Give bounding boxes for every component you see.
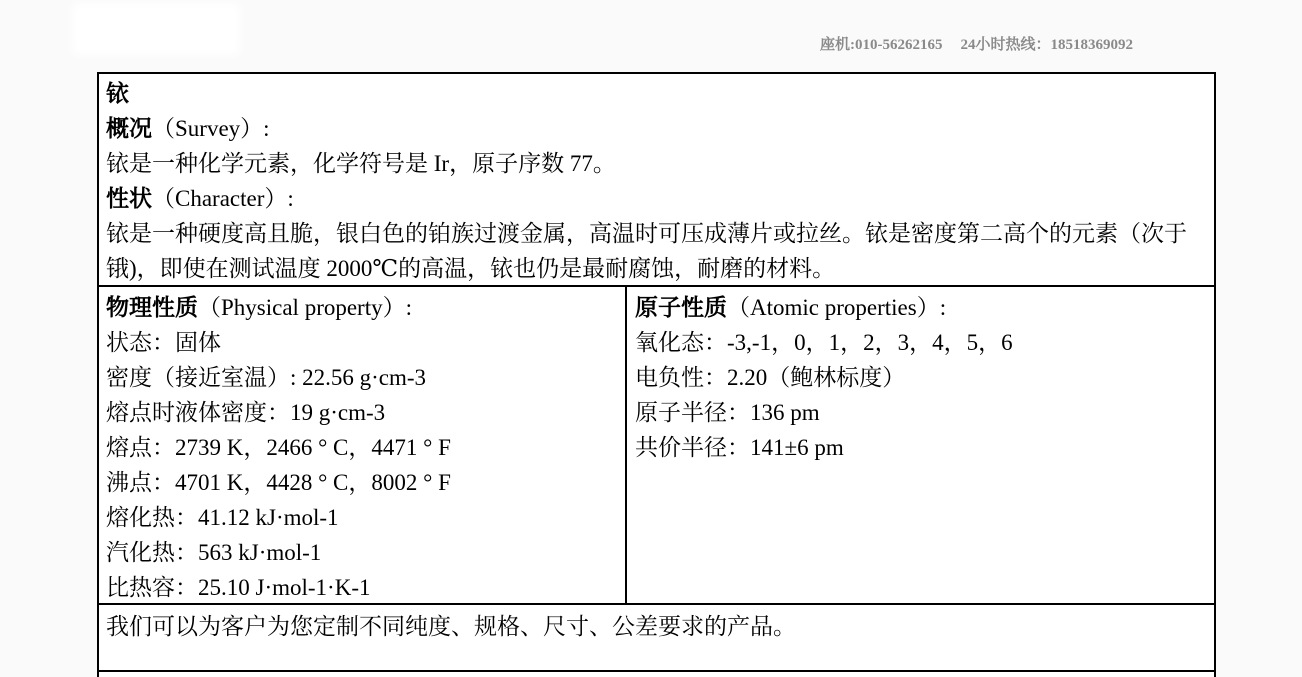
atomic-property-line: 氧化态：-3,-1，0，1，2，3，4，5，6 (635, 330, 1013, 355)
custom-order-note-row (99, 605, 1214, 672)
survey-text: 铱是一种化学元素，化学符号是 Ir，原子序数 77。 (106, 151, 616, 176)
properties-section (99, 287, 1214, 605)
physical-property-line: 状态：固体 (106, 330, 221, 355)
character-heading-zh: 性状 (106, 186, 152, 211)
physical-heading (106, 290, 617, 325)
survey-heading (106, 111, 1204, 146)
survey-heading-zh: 概况 (106, 116, 152, 141)
character-heading (106, 181, 1204, 216)
atomic-heading-en: （Atomic properties）: (727, 295, 947, 320)
atomic-property-line: 共价半径：141±6 pm (635, 435, 844, 460)
atomic-properties-cell (627, 287, 1214, 603)
physical-heading-en: （Physical property）: (198, 295, 412, 320)
atomic-heading-zh: 原子性质 (635, 295, 727, 320)
hotline-number: 24小时热线：18518369092 (960, 37, 1133, 53)
physical-property-line: 比热容：25.10 J·mol-1·K-1 (106, 575, 371, 600)
physical-property-line: 熔点时液体密度：19 g·cm-3 (106, 400, 386, 425)
physical-heading-zh: 物理性质 (106, 295, 198, 320)
element-title: 铱 (106, 81, 129, 106)
physical-property-line: 熔点：2739 K，2466 ° C，4471 ° F (106, 435, 451, 460)
intro-section (99, 74, 1214, 287)
faded-logo-placeholder (72, 3, 240, 55)
header-contact (820, 33, 1133, 54)
physical-property-line: 密度（接近室温）: 22.56 g·cm-3 (106, 365, 427, 390)
character-heading-en: （Character）: (152, 186, 294, 211)
atomic-heading (635, 290, 1206, 325)
atomic-property-line: 电负性：2.20（鲍林标度） (635, 365, 906, 390)
physical-property-line: 沸点：4701 K，4428 ° C，8002 ° F (106, 470, 451, 495)
physical-properties-cell (99, 287, 627, 603)
survey-heading-en: （Survey）: (152, 116, 270, 141)
atomic-property-line: 原子半径：136 pm (635, 400, 820, 425)
element-info-table (97, 72, 1216, 677)
character-text: 铱是一种硬度高且脆，银白色的铂族过渡金属，高温时可压成薄片或拉丝。铱是密度第二高个的元素（次于锇)，即使在测试温度 2000℃的高温，铱也仍是最耐腐蚀，耐磨的材料。 (106, 221, 1187, 281)
physical-property-line: 熔化热：41.12 kJ·mol-1 (106, 505, 339, 530)
custom-order-note: 我们可以为客户为您定制不同纯度、规格、尺寸、公差要求的产品。 (106, 614, 796, 639)
landline-number: 座机:010-56262165 (819, 37, 943, 53)
physical-property-line: 汽化热：563 kJ·mol-1 (106, 540, 322, 565)
